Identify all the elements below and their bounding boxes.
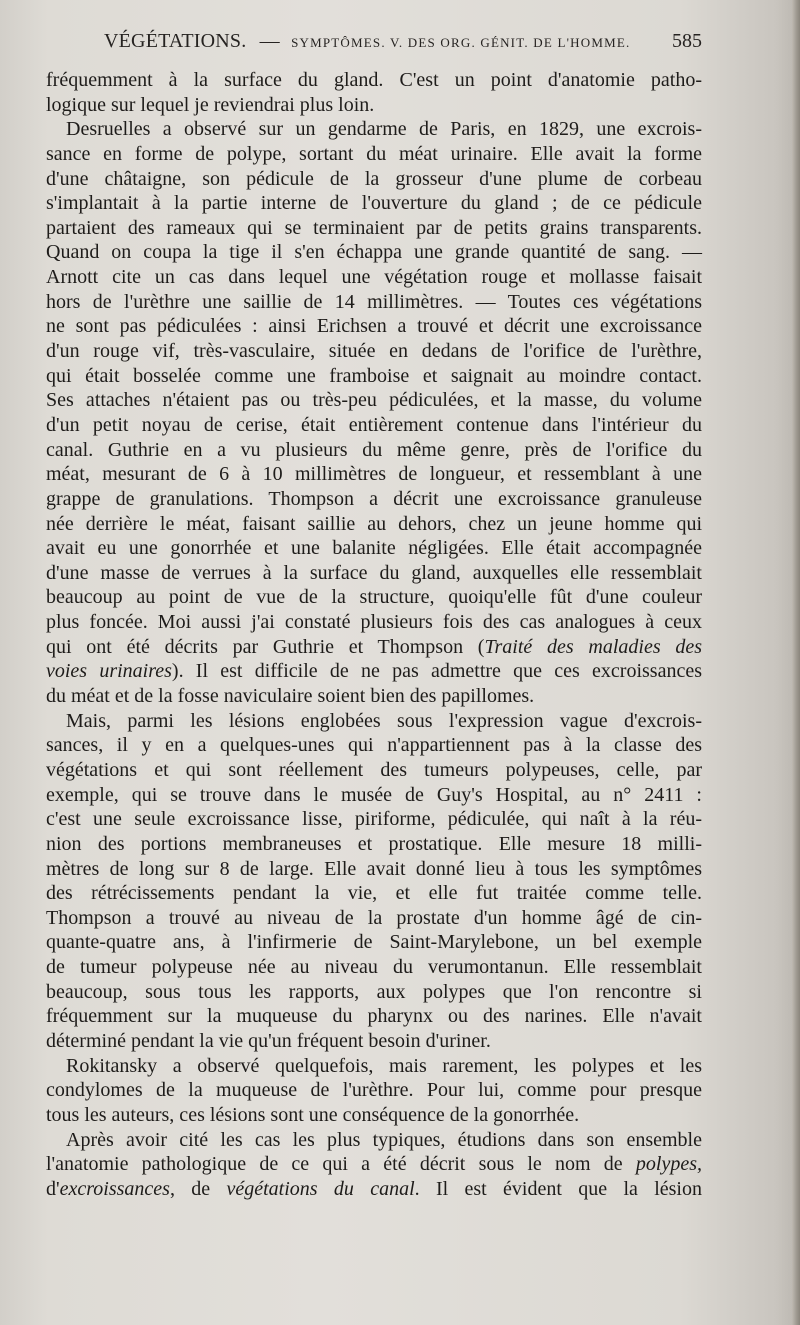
text-line: d'une châtaigne, son pédicule de la grosseur d'une plume de corbeau [46,167,702,190]
running-head-title: VÉGÉTATIONS. [104,30,247,52]
text-line: partaient des rameaux qui se terminaient par de petits grains transparents. [46,216,702,239]
paragraph [46,1054,702,1128]
text-line: d'un rouge vif, très-vasculaire, située en dedans de l'orifice de l'urèthre, [46,340,702,363]
text-line: qui était bosselée comme une framboise et saignait au moindre contact. [46,364,702,387]
text-line [46,1152,702,1177]
text-line: Desruelles a observé sur un gendarme de Paris, en 1829, une excrois- [66,118,702,141]
text-line: Quand on coupa la tige il s'en échappa une grande quantité de sang. — [46,241,702,264]
text-segment: ). Il est difficile de ne pas admettre que ces excroissances [171,660,702,683]
italic-text: voies urinaires [46,660,172,683]
text-line: Rokitansky a observé quelquefois, mais rarement, les polypes et les [66,1054,702,1077]
text-line: Après avoir cité les cas les plus typiques, étudions dans son ensemble [66,1128,702,1151]
text-line: ne sont pas pédiculées : ainsi Erichsen a trouvé et décrit une excroissance [46,315,702,338]
text-line: sances, il y en a quelques-unes qui n'appartiennent pas à la classe des [46,734,702,757]
text-line: Thompson a trouvé au niveau de la prostate d'un homme âgé de cin- [46,906,702,929]
text-line: mètres de long sur 8 de large. Elle avait donné lieu à tous les symptômes [46,857,702,880]
text-line: logique sur lequel je reviendrai plus loin. [46,93,375,116]
text-line: fréquemment à la surface du gland. C'est un point d'anatomie patho- [46,69,702,91]
paragraph [46,709,702,1054]
text-line: c'est une seule excroissance lisse, piriforme, pédiculée, qui naît à la réu- [46,808,702,831]
text-line: s'implantait à la partie interne de l'ouverture du gland ; de ce pédicule [46,192,702,215]
text-line: condylomes de la muqueuse de l'urèthre. Pour lui, comme pour presque [46,1079,702,1102]
text-line: beaucoup, sous tous les rapports, aux polypes que l'on rencontre si [46,980,702,1003]
running-head-subtitle: SYMPTÔMES. V. DES ORG. GÉNIT. DE L'HOMME. [291,35,631,50]
text-line: canal. Guthrie en a vu plusieurs du même genre, près de l'orifice du [46,438,702,461]
text-line: Ses attaches n'étaient pas ou très-peu pédiculées, et la masse, du volume [46,389,702,412]
text-line: déterminé pendant la vie qu'un fréquent besoin d'uriner. [46,1029,491,1052]
text-line [46,1177,702,1202]
text-line: sance en forme de polype, sortant du méat urinaire. Elle avait la forme [46,142,702,165]
italic-text: excroissances [59,1177,170,1200]
text-segment: , de [169,1177,227,1200]
text-line: des rétrécissements pendant la vie, et elle fut traitée comme telle. [46,882,702,905]
text-line: avait eu une gonorrhée et une balanite négligées. Elle était accompagnée [46,537,702,560]
text-line: du méat et de la fosse naviculaire soient bien des papillomes. [46,685,535,708]
paragraph [46,117,702,708]
italic-text: polypes, [635,1153,702,1176]
text-line: grappe de granulations. Thompson a décrit une excroissance granuleuse [46,487,702,510]
text-line: quante-quatre ans, à l'infirmerie de Saint-Marylebone, un bel exemple [46,931,702,954]
running-head-dash: — [259,30,280,52]
paragraph [46,1128,702,1202]
text-line: méat, mesurant de 6 à 10 millimètres de longueur, et ressemblant à une [46,463,702,486]
text-line [46,635,702,660]
italic-text: végétations du canal [226,1177,415,1200]
body-text [46,68,702,1201]
page-edge [792,0,800,1325]
italic-text: Traité des maladies des [484,635,702,658]
running-head [104,30,630,53]
page-number: 585 [672,30,702,52]
text-line: d'un petit noyau de cerise, était entièrement contenue dans l'intérieur du [46,413,702,436]
text-segment: d' [46,1177,60,1200]
text-line: beaucoup au point de vue de la structure, quoiqu'elle fût d'une couleur [46,586,702,609]
text-line: végétations et qui sont réellement des tumeurs polypeuses, celle, par [46,758,702,781]
text-segment: qui ont été décrits par Guthrie et Thompson ( [46,635,485,658]
text-line: tous les auteurs, ces lésions sont une conséquence de la gonorrhée. [46,1103,580,1126]
text-line: Mais, parmi les lésions englobées sous l'expression vague d'excrois- [66,709,702,732]
text-line: d'une masse de verrues à la surface du gland, auxquelles elle ressemblait [46,561,702,584]
paragraph [46,68,702,117]
text-line: Arnott cite un cas dans lequel une végétation rouge et mollasse faisait [46,266,702,289]
text-line [46,659,702,684]
text-line: née derrière le méat, faisant saillie au dehors, chez un jeune homme qui [46,512,702,535]
text-line: nion des portions membraneuses et prostatique. Elle mesure 18 milli- [46,832,702,855]
text-segment: l'anatomie pathologique de ce qui a été décrit sous le nom de [46,1153,636,1176]
running-header [104,30,702,64]
text-line: exemple, qui se trouve dans le musée de Guy's Hospital, au n° 2411 : [46,783,702,806]
text-line: fréquemment sur la muqueuse du pharynx ou des narines. Elle n'avait [46,1005,702,1028]
text-line: hors de l'urèthre une saillie de 14 millimètres. — Toutes ces végétations [46,290,702,313]
text-segment: . Il est évident que la lésion [414,1177,702,1200]
text-line: de tumeur polypeuse née au niveau du verumontanun. Elle ressemblait [46,956,702,979]
text-line: plus foncée. Moi aussi j'ai constaté plusieurs fois des cas analogues à ceux [46,611,702,634]
